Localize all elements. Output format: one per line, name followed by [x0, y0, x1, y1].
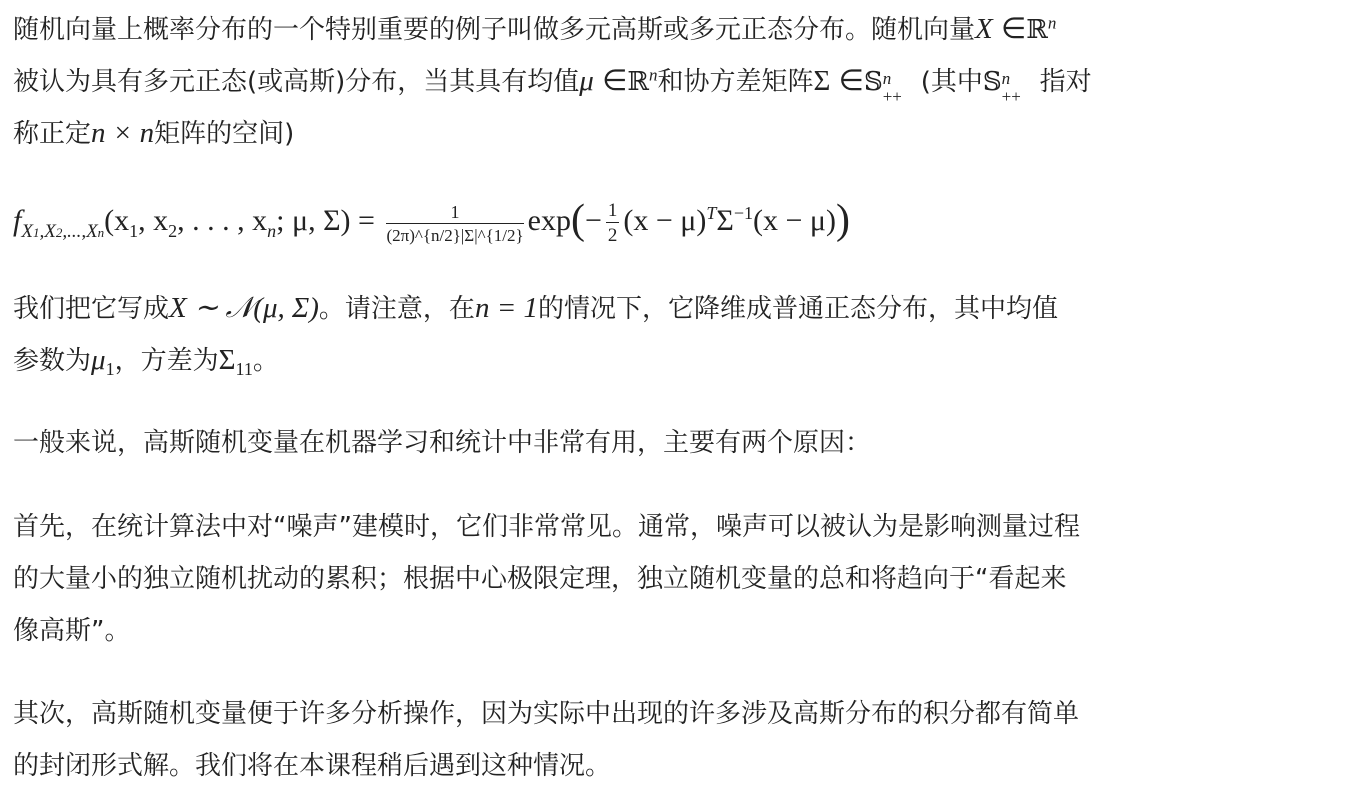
- paragraph-4-line-3: 像高斯”。: [13, 616, 131, 646]
- formula-body: (x − μ): [753, 204, 836, 237]
- text: (其中: [920, 67, 983, 97]
- math-condition: n = 1: [474, 292, 539, 324]
- text: 参数为: [13, 346, 92, 376]
- math-in: ∈: [602, 65, 628, 97]
- paragraph-4-line-1: 首先，在统计算法中对“噪声”建模时，它们非常常见。通常，噪声可以被认为是影响测量过程: [13, 512, 1080, 542]
- paragraph-3: 一般来说，高斯随机变量在机器学习和统计中非常有用，主要有两个原因：: [13, 428, 872, 458]
- formula-args-sub: 1: [129, 221, 139, 241]
- formula-body: Σ: [716, 204, 734, 237]
- math-sup: n: [882, 69, 892, 88]
- paragraph-4-line-2: 的大量小的独立随机扰动的累积；根据中心极限定理，独立随机变量的总和将趋向于“看起来: [13, 564, 1067, 594]
- formula-sub: ,X: [39, 221, 56, 242]
- formula-inverse: −1: [733, 203, 753, 223]
- math-in: ∈: [838, 65, 864, 97]
- math-sup: n: [1047, 13, 1057, 33]
- math-sub: 1: [105, 359, 115, 380]
- math-sset-scripts: [882, 63, 921, 106]
- text: 我们把它写成: [13, 294, 170, 324]
- formula-sub-idx: 2: [55, 225, 63, 240]
- math-dim: n × n: [91, 117, 155, 149]
- math-set: ℝ: [1026, 15, 1048, 45]
- math-var: X: [975, 13, 993, 45]
- formula-args: , x: [138, 204, 169, 237]
- formula-sub: X: [21, 221, 33, 242]
- math-sup: n: [1001, 69, 1011, 88]
- math-sset: 𝕊: [982, 67, 1002, 97]
- math-in: ∈: [1001, 13, 1027, 45]
- text: 被认为具有多元正态(或高斯)分布，当其具有均值: [13, 67, 580, 97]
- math-mu: μ: [91, 344, 106, 376]
- formula-args: , . . . , x: [177, 204, 268, 237]
- formula-args: (x: [104, 204, 130, 237]
- paragraph-2-line-2: [13, 342, 279, 378]
- formula-f: f: [13, 204, 22, 237]
- formula-args: ; μ, Σ) =: [276, 204, 375, 237]
- text: 矩阵的空间): [154, 119, 295, 149]
- formula-exp: exp: [527, 204, 571, 237]
- text: 。: [252, 346, 279, 376]
- paragraph-2-line-1: [13, 290, 1058, 326]
- formula-normalizer: [386, 203, 523, 244]
- formula-frac-num: 1: [386, 203, 523, 224]
- text: 指对: [1039, 67, 1092, 97]
- paragraph-5-line-1: 其次，高斯随机变量便于许多分析操作，因为实际中出现的许多涉及高斯分布的积分都有简单: [13, 699, 1080, 729]
- math-sigma: Σ: [813, 65, 831, 97]
- formula-frac-den: (2π)^{n/2}|Σ|^{1/2}: [386, 225, 524, 245]
- paragraph-1-line-1: [13, 11, 1056, 47]
- formula-half: [606, 201, 620, 245]
- text: ，方差为: [114, 346, 219, 376]
- math-sub: ++: [882, 87, 902, 106]
- math-sset-scripts: [1001, 63, 1040, 106]
- math-notation: X ∼ 𝒩(μ, Σ): [169, 292, 319, 324]
- math-sigma: Σ: [218, 344, 236, 376]
- formula-args-sub: 2: [168, 221, 178, 241]
- formula-minus: −: [584, 204, 602, 237]
- math-sub: ++: [1001, 87, 1021, 106]
- formula-sub-idx: n: [97, 225, 105, 240]
- math-set: ℝ: [627, 67, 649, 97]
- formula-sub: ,...,X: [62, 221, 98, 242]
- text: 和协方差矩阵: [657, 67, 814, 97]
- math-sset: 𝕊: [863, 67, 883, 97]
- formula-half-den: 2: [607, 225, 618, 247]
- text: 随机向量上概率分布的一个特别重要的例子叫做多元高斯或多元正态分布。随机向量: [13, 15, 976, 45]
- text: 的情况下，它降维成普通正态分布，其中均值: [538, 294, 1059, 324]
- text: 称正定: [13, 119, 92, 149]
- paragraph-1-line-3: [13, 115, 294, 151]
- formula-args-sub: n: [267, 221, 277, 241]
- formula-transpose: T: [706, 203, 717, 223]
- text: 。请注意，在: [318, 294, 475, 324]
- math-mu: μ: [579, 65, 594, 97]
- formula-half-num: 1: [607, 200, 618, 222]
- formula-body: (x − μ): [623, 204, 707, 237]
- paragraph-1-line-2: [13, 63, 1092, 106]
- paragraph-5-line-2: 的封闭形式解。我们将在本课程稍后遇到这种情况。: [13, 751, 612, 781]
- math-sup: n: [649, 65, 658, 85]
- math-sub: 11: [235, 359, 253, 380]
- formula-sub-idx: 1: [32, 225, 40, 240]
- gaussian-density-formula: $f_{X1,X2,...,Xn}(x_1$, $x_2$, . . . , $x_n$; μ, Σ) = $\frac{1}{(2\pi)\^{}\{n/2\}|\Sigma|\^{}\{1/2\}}$ exp(− $\frac{1}{2}$ $(x - \mu)^T\Sigma^{-1}(x - \mu)$): [13, 197, 850, 247]
